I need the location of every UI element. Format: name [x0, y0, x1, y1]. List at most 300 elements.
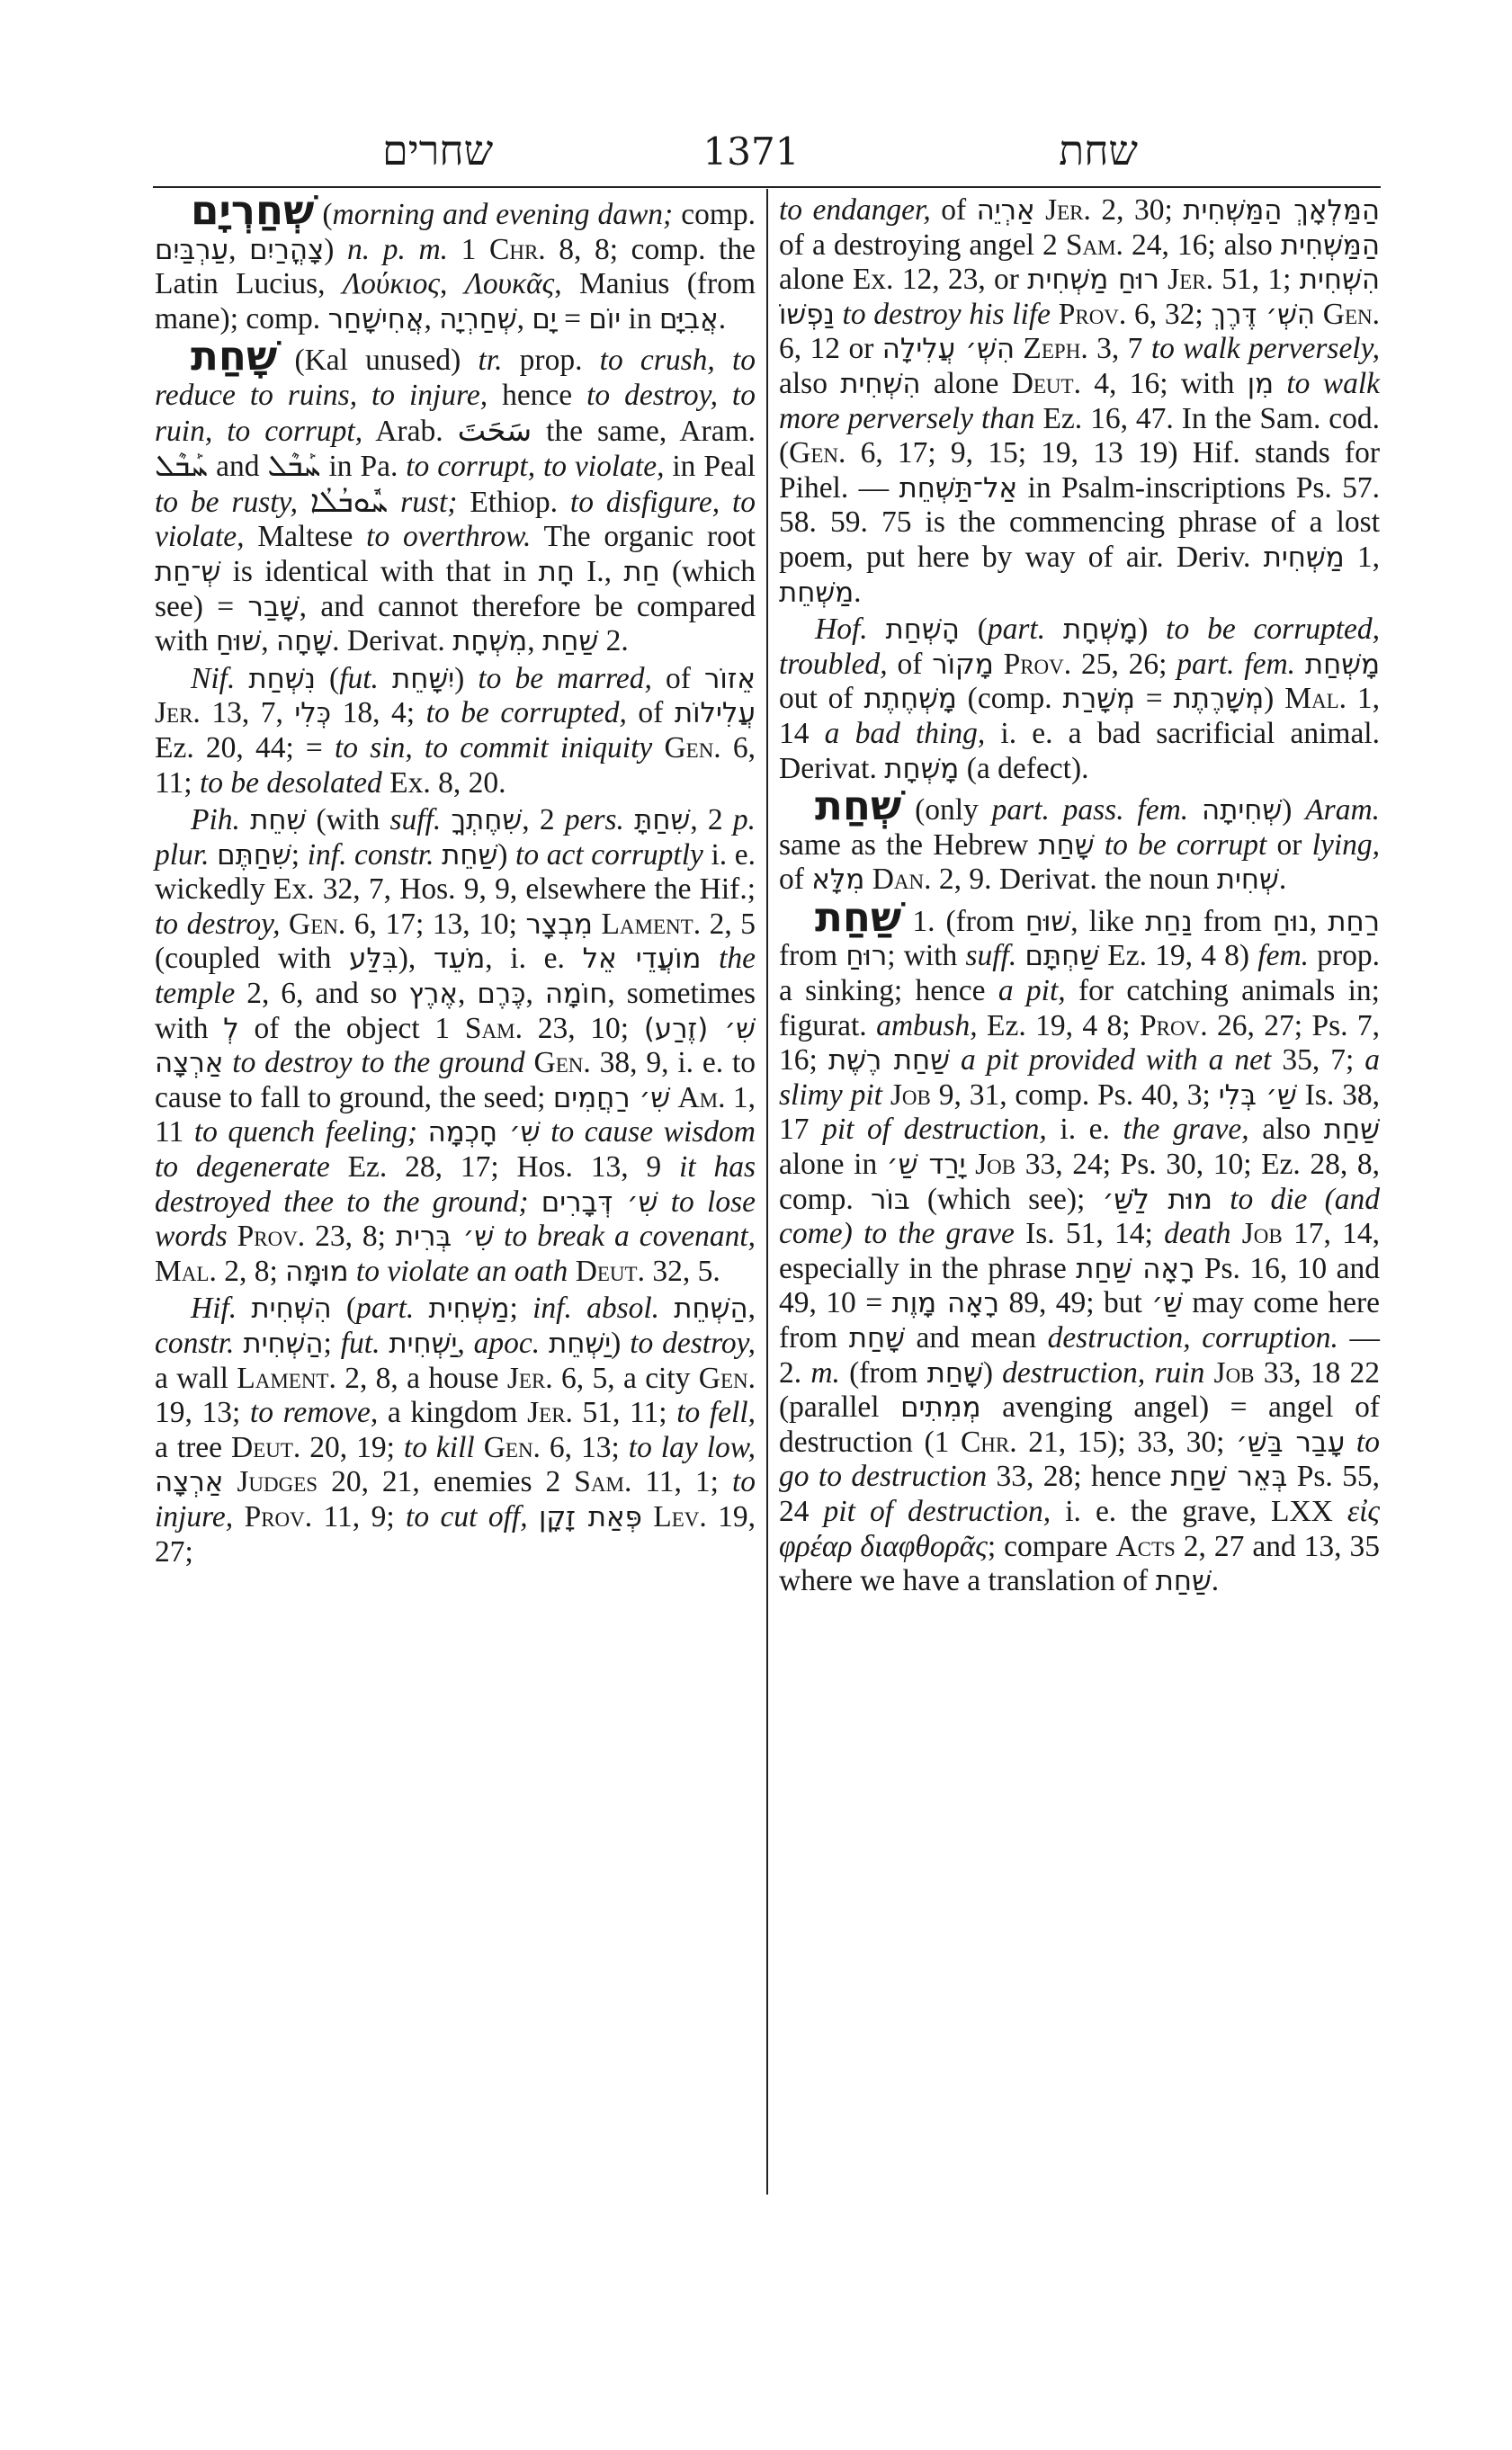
book-abbrev: Prov. — [1003, 647, 1072, 681]
dictionary-entry-hof — [779, 612, 1380, 786]
hebrew-form: שִׁ׳ בְּרִית — [395, 1221, 495, 1254]
book-abbrev: Zeph. — [1023, 332, 1088, 366]
running-head-last-word: שחת — [1059, 126, 1138, 174]
text: . — [1278, 863, 1287, 897]
italic-gloss: Hif. — [191, 1292, 237, 1326]
italic-gloss: fut. — [339, 661, 379, 695]
hebrew-form: שְׁ־חַת — [155, 555, 221, 588]
text: The organic root — [531, 520, 756, 554]
text: 2, 6, and so — [235, 977, 409, 1011]
text: , sometimes with — [155, 977, 756, 1045]
text: ) — [1282, 793, 1306, 827]
text — [223, 1465, 237, 1498]
text: , — [1309, 904, 1329, 938]
hebrew-form: כְּלִי — [294, 697, 332, 730]
italic-gloss: inf. absol. — [532, 1292, 660, 1326]
hebrew-form: רַחַת — [1328, 905, 1380, 938]
text — [240, 803, 250, 836]
italic-gloss: to walk perversely, — [1150, 332, 1381, 366]
italic-gloss: to walk more perversely than — [779, 366, 1380, 435]
italic-gloss: suff. — [389, 803, 442, 837]
hebrew-form: שַׁחֵת — [442, 838, 498, 872]
hebrew-form: חוֹמָה — [544, 978, 608, 1011]
hebrew-form: אֶרֶץ — [408, 978, 459, 1011]
text: (Kal unused) — [277, 344, 479, 378]
text: 3, 7 — [1087, 332, 1151, 366]
italic-gloss: p. plur. — [155, 803, 756, 872]
text: . — [854, 575, 862, 609]
text — [659, 1292, 674, 1325]
hebrew-form: יַשְׁחֵת — [549, 1328, 612, 1360]
italic-gloss: to destroy, to ruin, to corrupt, — [155, 378, 756, 448]
text: 6, 32; — [1126, 297, 1212, 331]
book-abbrev: Jer. — [527, 1396, 573, 1430]
italic-gloss: to cause wisdom to degenerate — [155, 1115, 756, 1185]
arabic-form: سَحَتَ — [457, 412, 532, 448]
italic-gloss: m. — [810, 1355, 840, 1390]
text: i. e. wickedly Ex. 32, 7, Hos. 9, 9, elsewhere the Hif.; — [155, 837, 756, 907]
text — [994, 648, 1004, 681]
text: from — [779, 939, 846, 973]
hebrew-form: שְׁחִית — [1216, 863, 1279, 897]
text: Is. 51, 14; — [1014, 1217, 1165, 1251]
italic-gloss: to crush, to reduce to ruins, to injure, — [155, 344, 756, 412]
hebrew-form: שַׁ׳ — [1151, 1287, 1183, 1320]
text: of — [626, 696, 675, 730]
text: , — [457, 1327, 474, 1360]
italic-gloss: to be rusty, — [155, 485, 298, 519]
text: and — [208, 450, 268, 484]
text: , — [516, 301, 532, 335]
italic-gloss: to act corruptly — [515, 837, 703, 872]
book-abbrev: Lament. — [601, 907, 702, 941]
text: 6, 5, a city — [552, 1361, 699, 1395]
italic-gloss: to fell, — [676, 1396, 756, 1430]
hebrew-form: אַל־תַּשְׁחֵת — [899, 471, 1018, 505]
text: , — [458, 977, 478, 1011]
text — [1051, 298, 1059, 331]
italic-gloss: death — [1164, 1217, 1231, 1251]
italic-gloss: the grave, — [1123, 1113, 1249, 1147]
hebrew-form: אֲחִישָׁחַר — [327, 302, 425, 335]
hebrew-form: מְשָׁרַת — [1062, 683, 1135, 716]
syriac-form: ܚܰܒܶܠ — [155, 448, 209, 484]
book-abbrev: Prov. — [1058, 297, 1127, 331]
italic-gloss: rust; — [400, 485, 458, 519]
text: 32, 5. — [644, 1254, 720, 1288]
text: — 2. — [779, 1321, 1381, 1390]
italic-gloss: to be corrupted, — [425, 696, 627, 730]
text: I., — [574, 554, 624, 588]
text — [434, 838, 442, 872]
text: Ez. 19, 4 8; — [977, 1008, 1141, 1042]
text — [1188, 793, 1202, 827]
text: 2, 5 (coupled with — [155, 907, 756, 976]
text: ) — [497, 837, 516, 872]
hebrew-form: יָם — [532, 302, 557, 335]
italic-gloss: to go to destruction — [779, 1425, 1380, 1494]
book-abbrev: Gen. — [483, 1430, 541, 1464]
text — [1095, 828, 1105, 862]
hebrew-form: רוּחַ — [845, 940, 888, 973]
italic-gloss: a pit, — [998, 974, 1066, 1008]
text: , — [747, 1292, 756, 1326]
italic-gloss: to break a covenant, — [504, 1220, 756, 1254]
italic-gloss: to sin, to commit iniquity — [335, 730, 653, 765]
hebrew-form: עַרְבַּיִם — [155, 233, 229, 266]
book-abbrev: Acts — [1115, 1529, 1176, 1563]
book-abbrev: Jer. — [155, 696, 201, 730]
text — [568, 1255, 575, 1288]
greek-form: Λούκιος — [342, 267, 440, 301]
text — [701, 942, 719, 975]
hebrew-form: שׁוּחַ — [215, 625, 262, 658]
text: ( — [315, 661, 340, 695]
book-abbrev: Gen. — [698, 1361, 756, 1395]
hebrew-form: מָקוֹר — [932, 648, 994, 681]
text: 35, 7; — [1271, 1043, 1365, 1077]
text — [1035, 193, 1045, 227]
text — [233, 1500, 244, 1533]
text: 6, 11; — [155, 730, 756, 800]
text: 19, 13; — [155, 1396, 250, 1430]
hebrew-form: מוּת לַשַּׁ׳ — [1102, 1183, 1212, 1216]
hebrew-form: שִׁחַתֶּם — [217, 838, 291, 872]
italic-gloss: destruction, ruin — [1002, 1355, 1205, 1390]
text — [1231, 1217, 1242, 1250]
text: 1, 14 — [779, 682, 1380, 750]
text: 17, 14, especially in the phrase — [779, 1217, 1381, 1285]
text: 6, 17; 9, 15; 19, 13 19) Hif. stands for Pihel. — — [779, 436, 1380, 505]
text — [417, 1115, 428, 1149]
text: prop. — [502, 344, 600, 378]
italic-gloss: to corrupt, to violate, — [406, 450, 665, 484]
text: in Pa. — [320, 450, 407, 484]
running-head-first-word: שחרים — [382, 126, 494, 174]
book-abbrev: Prov. — [237, 1220, 306, 1254]
text: 19, 27; — [155, 1499, 756, 1569]
text: . — [718, 301, 727, 335]
book-abbrev: Jer. — [506, 1361, 553, 1395]
italic-gloss: part. fem. — [1176, 647, 1296, 681]
dictionary-entry-shacharim — [155, 186, 756, 336]
book-abbrev: Job — [1241, 1217, 1283, 1251]
text — [835, 298, 843, 331]
hebrew-form: שַׁחְתָּם — [1024, 940, 1100, 973]
text: of — [651, 661, 704, 695]
hebrew-form: מוֹעֲדֵי אֵל — [582, 943, 702, 976]
text — [624, 803, 634, 836]
text — [228, 1220, 237, 1253]
text — [414, 1292, 428, 1325]
text: , — [424, 301, 440, 335]
text — [528, 1500, 539, 1533]
italic-gloss: to violate an oath — [355, 1254, 568, 1288]
hebrew-form: הָשְׁחַת — [885, 613, 960, 647]
book-abbrev: Dan. — [872, 863, 932, 897]
text: 89, 49; but — [999, 1286, 1152, 1320]
text: Arab. — [362, 414, 458, 448]
hebrew-form: שִׁחֵת — [250, 804, 307, 837]
text: Ethiop. — [457, 485, 570, 519]
text — [379, 662, 392, 695]
text: ( — [959, 612, 988, 647]
text: 2, 8; — [216, 1254, 286, 1288]
hebrew-form: הִשְׁחִית — [251, 1292, 332, 1326]
dictionary-entry-hif — [155, 1292, 756, 1569]
text: , i. e. — [485, 942, 583, 976]
text: hence — [488, 378, 587, 412]
italic-gloss: to destroy, — [630, 1327, 756, 1360]
text: ; — [509, 1292, 533, 1326]
text: . — [1211, 1564, 1220, 1598]
hebrew-form: שָׁחַת — [926, 1356, 983, 1390]
hebrew-form: שִׁ׳ רַחֲמִים — [552, 1081, 671, 1114]
book-abbrev: Deut. — [231, 1430, 301, 1464]
text: ; — [291, 837, 308, 872]
book-abbrev: Deut. — [1011, 366, 1081, 400]
text: 1, — [1344, 540, 1380, 574]
text — [281, 908, 290, 941]
italic-gloss: Nif. — [191, 661, 236, 695]
italic-gloss: to destroy, — [155, 907, 281, 941]
italic-gloss: apoc. — [473, 1327, 541, 1360]
hebrew-form: פְּאַת זָקָן — [538, 1500, 642, 1533]
text: is identical with that in — [220, 554, 539, 588]
dictionary-entry-pih — [155, 803, 756, 1289]
text: (only — [901, 793, 992, 827]
text: 1. (from — [901, 904, 1025, 938]
hebrew-form: שׁוּחַ — [1024, 905, 1071, 938]
hebrew-form: שַׁ׳ בְּלִי — [1218, 1078, 1297, 1112]
text — [868, 612, 886, 646]
hebrew-form: הַשְׁחֵת — [674, 1292, 748, 1326]
hebrew-form: מַשְׁחִית — [1263, 541, 1345, 574]
text: ) — [982, 1355, 1003, 1390]
text: comp. — [673, 198, 756, 231]
text — [540, 1327, 549, 1360]
italic-gloss: tr. — [478, 344, 503, 378]
text — [529, 1185, 541, 1219]
hebrew-form: מָשְׁחֶתֶת — [863, 683, 957, 716]
hebrew-form: אַרְצָה — [155, 1466, 224, 1499]
text: 9, 31, comp. Ps. 40, 3; — [930, 1077, 1219, 1112]
hebrew-form: הִשְׁ׳ דֶּרֶךְ — [1211, 298, 1316, 331]
hebrew-form: רָאָה שַׁחַת — [1076, 1252, 1195, 1285]
italic-gloss: inf. constr. — [307, 837, 434, 872]
text: , 2 — [522, 803, 565, 837]
book-abbrev: Gen. — [289, 907, 346, 941]
dictionary-entry-shachat-aram — [779, 782, 1381, 898]
italic-gloss: to die (and come) to the grave — [779, 1182, 1381, 1251]
text: alone Ex. 12, 23, or — [779, 263, 1028, 297]
headword: שְׁחַת — [815, 782, 902, 830]
italic-gloss: to lay low, — [628, 1430, 756, 1464]
text: Ex. 8, 20. — [381, 765, 506, 800]
text: avenging angel) = angel of destruction (1 — [779, 1390, 1380, 1459]
hebrew-form: עֲלִילוֹת — [674, 697, 756, 730]
hebrew-form: חַת — [623, 555, 660, 588]
book-abbrev: Lament. — [237, 1361, 336, 1395]
text: out of — [779, 682, 864, 716]
hebrew-form: שִׁחַתָּ — [634, 804, 691, 837]
dictionary-entry-shachat-verb — [155, 332, 756, 658]
text: 33, 24; Ps. 30, 10; Ez. 28, 8, comp. — [779, 1148, 1380, 1216]
hebrew-form: שָׁחַת — [848, 1322, 905, 1355]
headword: שַׁחַת — [815, 892, 902, 941]
text: , — [439, 267, 465, 301]
text: 6, 13; — [540, 1430, 629, 1464]
text: ) — [324, 232, 348, 266]
hebrew-form: יָרַד שַׁ׳ — [886, 1149, 966, 1182]
hebrew-form: רָאָה מָוֶת — [891, 1287, 1000, 1320]
italic-gloss: morning and evening dawn; — [332, 198, 674, 231]
text: 23, 10; — [522, 1011, 644, 1045]
text: ) — [1264, 682, 1285, 716]
text: (which see); — [909, 1182, 1103, 1216]
text: 20, 19; — [300, 1430, 404, 1464]
hebrew-form: אֲבִיָּם — [658, 302, 719, 335]
hebrew-form: שְׁחִיתָה — [1201, 794, 1283, 827]
italic-gloss: to destroy to the ground — [232, 1046, 525, 1080]
text: Ps. 16, 10 and 49, 10 = — [779, 1251, 1380, 1320]
italic-gloss: to disfigure, to violate, — [155, 485, 756, 554]
text: of — [887, 647, 933, 681]
italic-gloss: n. p. m. — [347, 232, 449, 266]
book-abbrev: Am. — [677, 1080, 726, 1114]
hebrew-form: בּוֹר — [871, 1183, 910, 1216]
text: i. e. the grave, LXX — [1051, 1494, 1347, 1528]
text: i. e. a bad sacrificial animal. Derivat. — [779, 716, 1380, 785]
text — [1345, 1426, 1356, 1459]
text: Is. 38, 17 — [779, 1077, 1381, 1147]
text — [541, 1115, 551, 1149]
italic-gloss: to endanger, — [779, 193, 931, 227]
italic-gloss: a bad thing, — [824, 716, 986, 750]
hebrew-form: עָבַר בַּשַּׁ׳ — [1236, 1426, 1346, 1459]
text: (which see) = — [155, 554, 756, 623]
hebrew-form: נוּחַ — [1272, 905, 1310, 938]
text — [642, 1500, 653, 1533]
text: also — [779, 366, 841, 400]
text: of — [779, 863, 812, 897]
text: in Peal — [664, 450, 756, 484]
book-abbrev: Job — [890, 1077, 931, 1112]
book-abbrev: Jer. — [1168, 263, 1213, 297]
hebrew-form: מוּמָּה — [285, 1255, 349, 1288]
italic-gloss: fut. — [340, 1327, 380, 1360]
hebrew-form: מַשְׁחֵת — [779, 576, 854, 609]
text: ) — [1138, 612, 1167, 647]
book-abbrev: Sam. — [464, 1011, 523, 1045]
italic-gloss: pit of destruction, — [823, 1494, 1051, 1528]
text: , — [261, 624, 277, 658]
book-abbrev: Prov. — [1140, 1008, 1208, 1042]
text: 2, 30; — [1090, 193, 1184, 227]
book-abbrev: Prov. — [244, 1499, 313, 1533]
text: alone in — [779, 1148, 887, 1182]
text: 24, 16; also — [1123, 228, 1281, 262]
italic-gloss: part. — [987, 612, 1046, 647]
italic-gloss: pit of destruction, — [822, 1113, 1047, 1147]
book-abbrev: Gen. — [664, 730, 721, 765]
text: ) — [454, 661, 479, 695]
text: 26, 27; Ps. 7, 16; — [779, 1008, 1381, 1077]
hebrew-form: מֹעֵד — [433, 943, 486, 976]
text: 6, 12 or — [779, 332, 882, 366]
italic-gloss: a pit provided with a net — [960, 1043, 1272, 1077]
italic-gloss: to cut off, — [406, 1499, 528, 1533]
hebrew-form: הַשְׁחִית — [243, 1328, 324, 1360]
hebrew-form: מָשְׁחַת — [1304, 648, 1381, 681]
book-abbrev: Jer. — [1045, 193, 1091, 227]
syriac-form: ܚܰܒܶܠ — [267, 448, 321, 484]
book-abbrev: Job — [975, 1148, 1016, 1182]
book-abbrev: Sam. — [1065, 228, 1123, 262]
hebrew-form: אַרְיֵה — [976, 194, 1035, 227]
book-abbrev: Gen. — [789, 436, 846, 470]
text: i. e. — [1046, 1113, 1123, 1147]
hebrew-form: לְ — [223, 1012, 239, 1045]
text: 51, 11; — [572, 1396, 677, 1430]
text: , Manius (from mane); comp. — [155, 267, 756, 335]
headword: שְׁחַרְיָם — [191, 186, 315, 234]
italic-gloss: to remove, — [249, 1396, 379, 1430]
text: 8, 8; comp. the Latin Lucius, — [155, 232, 756, 301]
text: 1 — [448, 232, 490, 266]
text: 4, 16; with — [1080, 366, 1248, 400]
book-abbrev: Lev. — [653, 1499, 707, 1533]
text — [388, 486, 400, 519]
text: Ps. 55, 24 — [779, 1460, 1381, 1528]
text — [349, 1255, 356, 1288]
hebrew-form: נַחַת — [1144, 905, 1193, 938]
text — [210, 838, 218, 872]
text — [864, 863, 872, 896]
text: or — [1266, 827, 1312, 862]
text: 2, 8, a house — [336, 1361, 507, 1395]
text — [1045, 612, 1063, 646]
book-abbrev: Chr. — [489, 232, 546, 266]
text: a wall — [155, 1361, 237, 1395]
running-head — [355, 126, 1147, 180]
text: Ez. 28, 17; Hos. 13, 9 — [329, 1150, 679, 1185]
hebrew-form: שַׁחַת רֶשֶׁת — [828, 1044, 950, 1077]
italic-gloss: Hof. — [815, 612, 868, 647]
text: , — [527, 624, 542, 658]
text: the same, Aram. — [532, 414, 756, 448]
italic-gloss: pers. — [564, 803, 624, 837]
greek-form: Λουκᾶς — [464, 267, 555, 301]
text: 6, 17; 13, 10; — [345, 907, 526, 941]
hebrew-form: יִשָּׁחֵת — [392, 662, 455, 695]
hebrew-form: שִׁחֶתְךָ — [451, 804, 523, 837]
italic-gloss: to be marred, — [478, 661, 652, 695]
book-abbrev: Gen. — [533, 1046, 591, 1080]
text: 2, 27 and 13, 35 where we have a translation of — [779, 1529, 1380, 1598]
text: also — [1248, 1113, 1324, 1147]
text: ( — [314, 198, 333, 231]
hebrew-form: יַשְׁחִית — [389, 1328, 458, 1360]
hebrew-form: שִׁ׳ חָכְמָה — [427, 1116, 541, 1149]
text: = — [1134, 682, 1174, 716]
text: 2, 9. Derivat. the noun — [931, 863, 1217, 897]
book-abbrev: Job — [1213, 1355, 1255, 1390]
text: = — [556, 301, 589, 335]
text: from — [1192, 904, 1273, 938]
text: 2. — [598, 624, 629, 658]
text: (from — [839, 1355, 927, 1390]
